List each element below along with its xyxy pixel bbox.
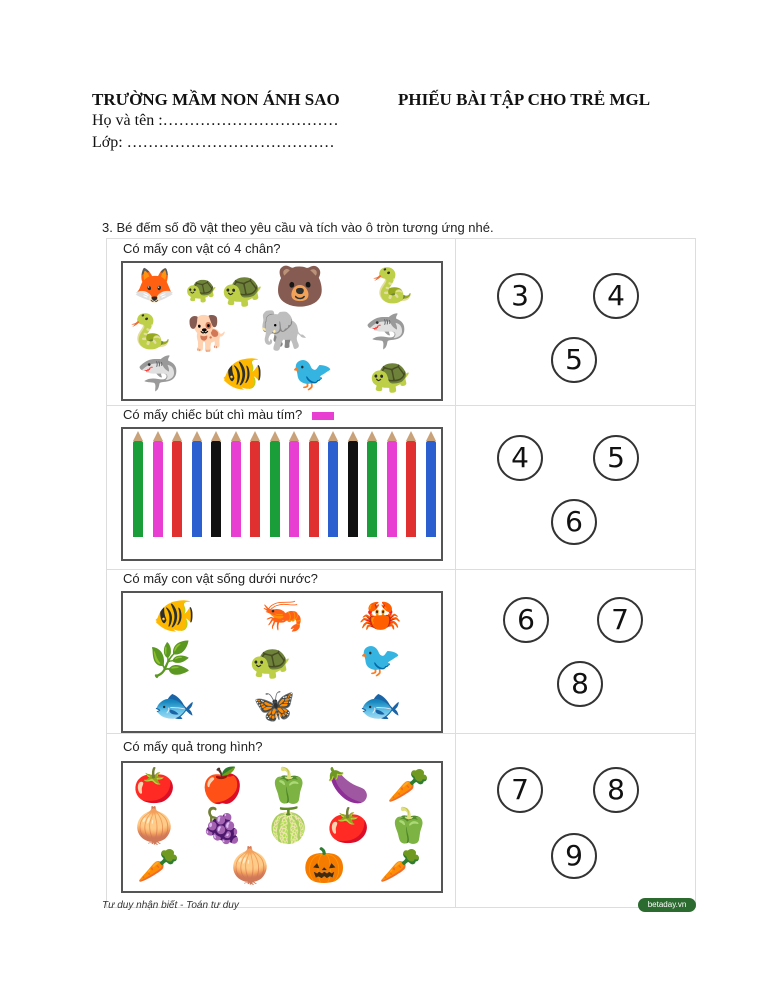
turtle-icon: 🐢 — [249, 642, 292, 682]
shrimp-icon: 🦐 — [261, 596, 304, 636]
bell-pepper-icon: 🫑 — [387, 806, 430, 846]
pencil-icon — [270, 441, 280, 537]
pencil-icon — [406, 441, 416, 537]
school-name: TRƯỜNG MẦM NON ÁNH SAO — [92, 90, 340, 109]
pencils-picture — [121, 427, 443, 561]
fish-icon: 🐟 — [153, 686, 196, 726]
answer-option[interactable]: 6 — [503, 597, 549, 643]
grapes-icon: 🍇 — [201, 806, 244, 846]
question-row-2 — [107, 405, 695, 570]
pencil-icon — [133, 441, 143, 537]
answer-option[interactable]: 7 — [597, 597, 643, 643]
answer-option[interactable]: 7 — [497, 767, 543, 813]
answer-option[interactable]: 5 — [593, 435, 639, 481]
pencil-icon — [250, 441, 260, 537]
answer-option[interactable]: 4 — [497, 435, 543, 481]
melon-icon: 🍈 — [267, 806, 310, 846]
bird-icon: 🐦 — [359, 640, 402, 680]
fish-icon: 🐟 — [359, 686, 402, 726]
pumpkin-icon: 🎃 — [303, 846, 346, 886]
animals-picture — [121, 261, 443, 401]
footer-text: Tư duy nhận biết - Toán tư duy — [102, 900, 239, 911]
snake-icon: 🐍 — [129, 312, 172, 352]
turtle-icon: 🐢 — [369, 356, 412, 396]
question-text: Có mấy con vật sống dưới nước? — [123, 571, 318, 586]
shark-icon: 🦈 — [365, 312, 408, 352]
answer-option[interactable]: 8 — [557, 661, 603, 707]
bear-icon: 🐻 — [275, 264, 325, 310]
onion-icon: 🧅 — [229, 846, 272, 886]
pencil-icon — [309, 441, 319, 537]
answer-option[interactable]: 9 — [551, 833, 597, 879]
fish-icon: 🐠 — [221, 354, 264, 394]
dog-icon: 🐕 — [187, 314, 230, 354]
question-text: Có mấy con vật có 4 chân? — [123, 241, 281, 256]
answer-option[interactable]: 3 — [497, 273, 543, 319]
answer-option[interactable]: 6 — [551, 499, 597, 545]
class-line: Lớp: ………………………………… — [92, 134, 335, 151]
snake-icon: 🐍 — [371, 266, 414, 306]
pencil-icon — [172, 441, 182, 537]
turtle-icon: 🐢 — [185, 275, 218, 305]
question-grid — [106, 238, 696, 908]
pencil-icon — [348, 441, 358, 537]
pencil-icon — [328, 441, 338, 537]
pencil-icon — [192, 441, 202, 537]
tomato-icon: 🍅 — [327, 806, 370, 846]
crab-icon: 🦀 — [359, 596, 402, 636]
question-text: Có mấy chiếc bút chì màu tím? — [123, 407, 303, 422]
question-row-1 — [107, 239, 695, 406]
worksheet-title: PHIẾU BÀI TẬP CHO TRẺ MGL — [398, 90, 651, 109]
pencil-icon — [387, 441, 397, 537]
eggplant-icon: 🍆 — [327, 766, 370, 806]
tomato-icon: 🍅 — [133, 766, 176, 806]
question-row-4 — [107, 733, 695, 907]
seaweed-icon: 🌿 — [149, 640, 192, 680]
carrot-icon: 🥕 — [387, 766, 430, 806]
bird-icon: 🐦 — [291, 354, 334, 394]
pencil-icon — [153, 441, 163, 537]
name-line: Họ và tên :…………………………… — [92, 112, 339, 129]
carrot-icon: 🥕 — [379, 846, 422, 886]
carrot-icon: 🥕 — [137, 846, 180, 886]
answer-option[interactable]: 5 — [551, 337, 597, 383]
instruction: 3. Bé đếm số đồ vật theo yêu cầu và tích vào ô tròn tương ứng nhé. — [102, 220, 494, 235]
pencil-icon — [231, 441, 241, 537]
question-row-3 — [107, 569, 695, 734]
brand-badge: betaday.vn — [638, 898, 696, 912]
fish-icon: 🐠 — [153, 596, 196, 636]
answer-option[interactable]: 4 — [593, 273, 639, 319]
fruits-picture — [121, 761, 443, 893]
shark-icon: 🦈 — [137, 354, 180, 394]
turtle-icon: 🐢 — [221, 270, 264, 310]
pencil-icon — [289, 441, 299, 537]
pencil-icon — [426, 441, 436, 537]
butterfly-icon: 🦋 — [253, 686, 296, 726]
worksheet — [102, 212, 702, 924]
elephant-icon: 🐘 — [259, 308, 309, 354]
water-animals-picture — [121, 591, 443, 733]
bell-pepper-icon: 🫑 — [267, 766, 310, 806]
question-text: Có mấy quả trong hình? — [123, 739, 263, 754]
pencil-icon — [211, 441, 221, 537]
answer-option[interactable]: 8 — [593, 767, 639, 813]
apple-icon: 🍎 — [201, 766, 244, 806]
purple-swatch — [312, 412, 334, 420]
fox-icon: 🦊 — [133, 266, 176, 306]
pencil-icon — [367, 441, 377, 537]
onion-icon: 🧅 — [133, 806, 176, 846]
